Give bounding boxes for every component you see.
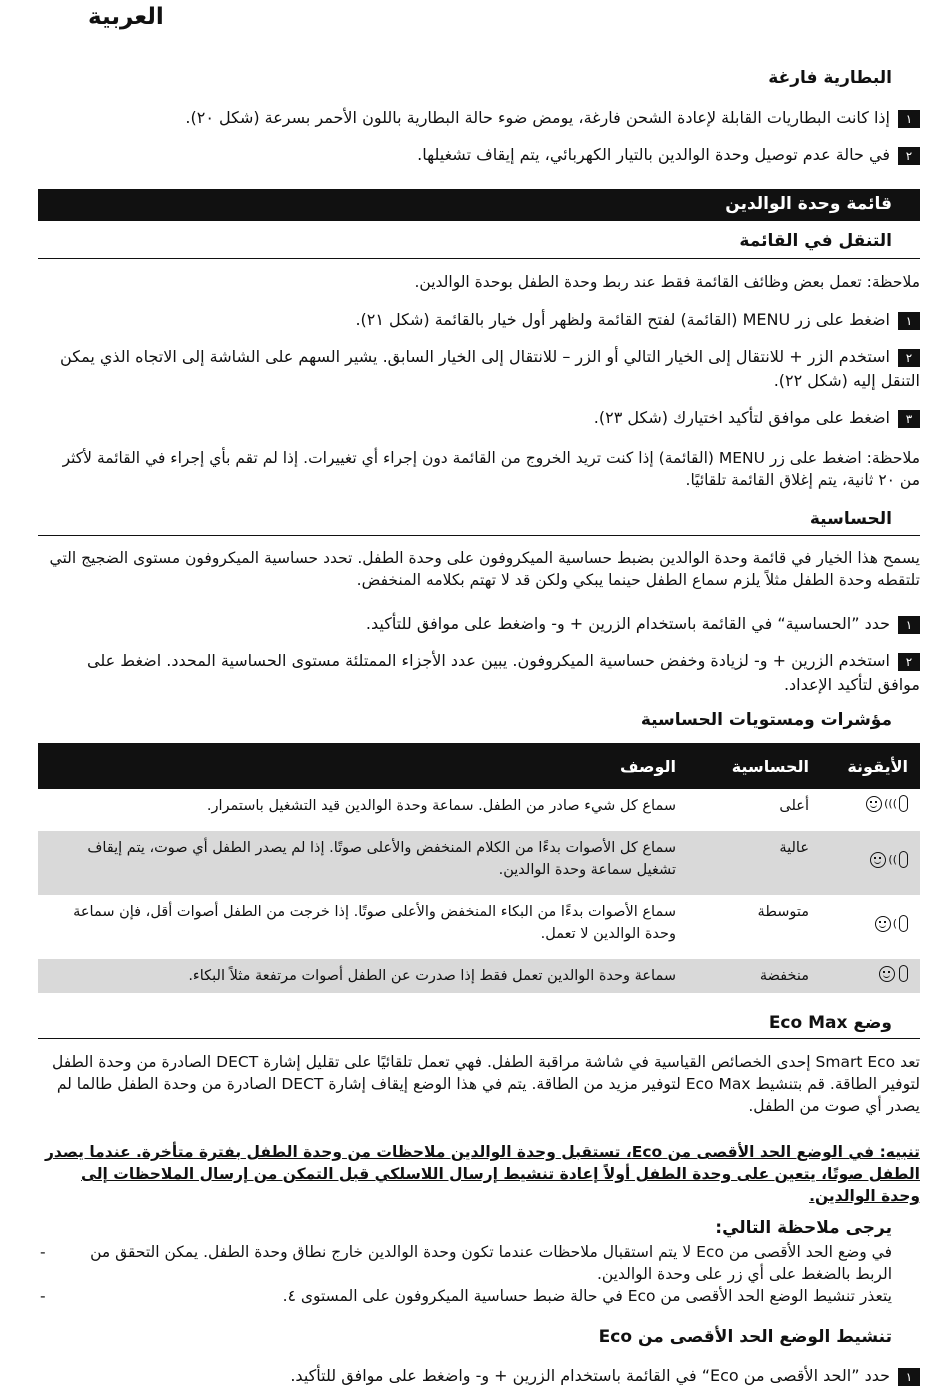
icon-cell bbox=[819, 895, 920, 959]
icon-cell bbox=[819, 789, 920, 831]
header-sensitivity: الحساسية bbox=[690, 743, 819, 789]
sensitivity-table bbox=[38, 743, 920, 993]
notes-heading: يرجى ملاحظة التالي: bbox=[715, 1218, 892, 1238]
baby-face-icon bbox=[866, 796, 882, 812]
nav-heading: التنقل في القائمة bbox=[739, 231, 892, 251]
list-item: - يتعذر تنشيط الوضع الحد الأقصى من Eco في حالة ضبط حساسية الميكروفون على المستوى ٤. bbox=[70, 1285, 892, 1307]
step-text: اضغط على موافق لتأكيد اختيارك (شكل ٢٣). bbox=[593, 408, 890, 427]
battery-step-1 bbox=[40, 106, 920, 130]
sensitivity-intro: يسمح هذا الخيار في قائمة وحدة الوالدين بضبط حساسية الميكروفون على وحدة الطفل. تحدد حساسية الميكروفون مستوى الضجيج التي تلتقطه وحدة الطفل مثلاً يلزم سماع الطفل حينما يبكي ولكن قد لا تهتم بكلامه المنخفض. bbox=[49, 549, 920, 589]
mic-icon bbox=[899, 965, 908, 982]
step-number: ٣ bbox=[898, 410, 920, 428]
header-description: الوصف bbox=[38, 743, 690, 789]
step-text: اضغط على زر MENU (القائمة) لفتح القائمة ولظهر أول خيار بالقائمة (شكل ٢١). bbox=[355, 310, 890, 329]
step-text: استخدم الزرين + و- لزيادة وخفض حساسية الميكروفون. يبين عدد الأجزاء الممتلئة مستوى الحساسية المحدد. اضغط على موافق لتأكيد الإعداد. bbox=[86, 651, 920, 694]
step-number: ١ bbox=[898, 110, 920, 128]
step-number: ٢ bbox=[898, 653, 920, 671]
mic-icon bbox=[899, 795, 908, 812]
language-header: العربية bbox=[88, 4, 164, 30]
battery-heading: البطارية فارغة bbox=[768, 68, 892, 88]
table-row bbox=[38, 831, 920, 895]
eco-paragraph: تعد Smart Eco إحدى الخصائص القياسية في شاشة مراقبة الطفل. فهي تعمل تلقائيًا على تقليل إشارة DECT الصادرة من وحدة الطفل لتوفير الطاقة. قم بتنشيط Eco Max لتوفير مزيد من الطاقة. يتم في هذا الوضع إيقاف إشارة DECT الصادرة من وحدة الطفل طالما لم يصدر أي صوت من الطفل. bbox=[51, 1053, 920, 1115]
sensitivity-step-1 bbox=[40, 612, 920, 636]
sensitivity-step-2 bbox=[40, 649, 920, 697]
mic-face-icon-0 bbox=[879, 965, 908, 982]
header-icon: الأيقونة bbox=[819, 743, 920, 789]
level-cell: أعلى bbox=[779, 798, 809, 814]
level-cell: عالية bbox=[690, 831, 819, 895]
baby-face-icon bbox=[870, 852, 886, 868]
level-cell: منخفضة bbox=[690, 959, 819, 993]
level-cell: متوسطة bbox=[757, 904, 809, 920]
step-text: حدد ”الحساسية“ في القائمة باستخدام الزرين + و- واضغط على موافق للتأكيد. bbox=[365, 614, 890, 633]
eco-heading: وضع Eco Max bbox=[768, 1013, 892, 1033]
table-heading: مؤشرات ومستويات الحساسية bbox=[640, 710, 892, 730]
mic-icon bbox=[899, 851, 908, 868]
menu-step-3 bbox=[40, 406, 920, 430]
description-cell: سماع كل شيء صادر من الطفل. سماعة وحدة الوالدين قيد التشغيل باستمرار. bbox=[206, 798, 676, 814]
step-number: ٢ bbox=[898, 147, 920, 165]
step-text: استخدم الزر + للانتقال إلى الخيار التالي أو الزر – للانتقال إلى الخيار السابق. يشير السهم على الشاشة إلى الاتجاه الذي يمكن التنقل إليه (شكل ٢٢). bbox=[60, 347, 920, 390]
step-text: إذا كانت البطاريات القابلة لإعادة الشحن فارغة، يومض ضوء حالة البطارية باللون الأحمر بسرعة (شكل ٢٠). bbox=[185, 108, 890, 127]
eco-step-1 bbox=[40, 1364, 920, 1388]
notes-list bbox=[70, 1241, 892, 1307]
note-2: ملاحظة: اضغط على زر MENU (القائمة) إذا كنت تريد الخروج من القائمة دون إجراء أي تغييرات. إذا لم تقم بأي إجراء في القائمة لأكثر من ٢٠ ثانية، يتم إغلاق القائمة تلقائيًا. bbox=[62, 449, 920, 489]
step-number: ١ bbox=[898, 312, 920, 330]
description-cell: سماعة وحدة الوالدين تعمل فقط إذا صدرت عن الطفل أصوات مرتفعة مثلاً البكاء. bbox=[38, 959, 690, 993]
list-item: - في وضع الحد الأقصى من Eco لا يتم استقبال ملاحظات عندما تكون وحدة الوالدين خارج نطاق وحدة الطفل. يمكن التحقق من الربط بالضغط على أي زر على وحدة الوالدين. bbox=[70, 1241, 892, 1285]
mic-face-icon-3 bbox=[866, 795, 908, 812]
menu-step-1 bbox=[40, 308, 920, 332]
icon-cell bbox=[819, 959, 920, 993]
activate-heading: تنشيط الوضع الحد الأقصى من Eco bbox=[598, 1327, 892, 1347]
mic-face-icon-1 bbox=[875, 915, 908, 932]
step-number: ٢ bbox=[898, 349, 920, 367]
divider bbox=[38, 258, 920, 259]
description-cell: سماع كل الأصوات بدءًا من الكلام المنخفض والأعلى صوتًا. إذا لم يصدر الطفل أي صوت، يتم إيقاف تشغيل سماعة وحدة الوالدين. bbox=[38, 831, 690, 895]
eco-caution: تنبيه: في الوضع الحد الأقصى من Eco، تستقبل وحدة الوالدين ملاحظات من وحدة الطفل بفترة متأخرة. عندما يصدر الطفل صوتًا، يتعين على وحدة الطفل أولاً إعادة تنشيط إرسال اللاسلكي قبل التمكن من إرسال الملاحظات إلى وحدة الوالدين. bbox=[45, 1143, 920, 1205]
baby-face-icon bbox=[879, 966, 895, 982]
mic-face-icon-2 bbox=[870, 851, 908, 868]
battery-step-2 bbox=[40, 143, 920, 167]
sensitivity-heading: الحساسية bbox=[809, 509, 892, 529]
notes-list-wrap bbox=[70, 1241, 892, 1307]
step-text: حدد ”الحد الأقصى من Eco“ في القائمة باستخدام الزرين + و- واضغط على موافق للتأكيد. bbox=[290, 1366, 890, 1385]
mic-icon bbox=[899, 915, 908, 932]
divider bbox=[38, 535, 920, 536]
step-number: ١ bbox=[898, 1368, 920, 1386]
table-row bbox=[38, 895, 920, 959]
baby-face-icon bbox=[875, 916, 891, 932]
sound-wave-icon: )) bbox=[888, 852, 897, 866]
step-text: في حالة عدم توصيل وحدة الوالدين بالتيار الكهربائي، يتم إيقاف تشغيلها. bbox=[417, 145, 890, 164]
table-row bbox=[38, 789, 920, 831]
description-cell: سماع الأصوات بدءًا من البكاء المنخفض والأعلى صوتًا. إذا خرجت من الطفل أصوات أقل، فإن سماعة وحدة الوالدين لا تعمل. bbox=[73, 904, 676, 942]
table-row bbox=[38, 959, 920, 993]
divider bbox=[38, 1038, 920, 1039]
section-bar bbox=[38, 189, 920, 221]
sound-wave-icon: ))) bbox=[884, 796, 897, 810]
sound-wave-icon: ) bbox=[892, 916, 897, 930]
step-number: ١ bbox=[898, 616, 920, 634]
note-1: ملاحظة: تعمل بعض وظائف القائمة فقط عند ربط وحدة الطفل بوحدة الوالدين. bbox=[414, 273, 920, 291]
icon-cell bbox=[819, 831, 920, 895]
section-bar-title: قائمة وحدة الوالدين bbox=[725, 194, 892, 214]
menu-step-2 bbox=[40, 345, 920, 393]
